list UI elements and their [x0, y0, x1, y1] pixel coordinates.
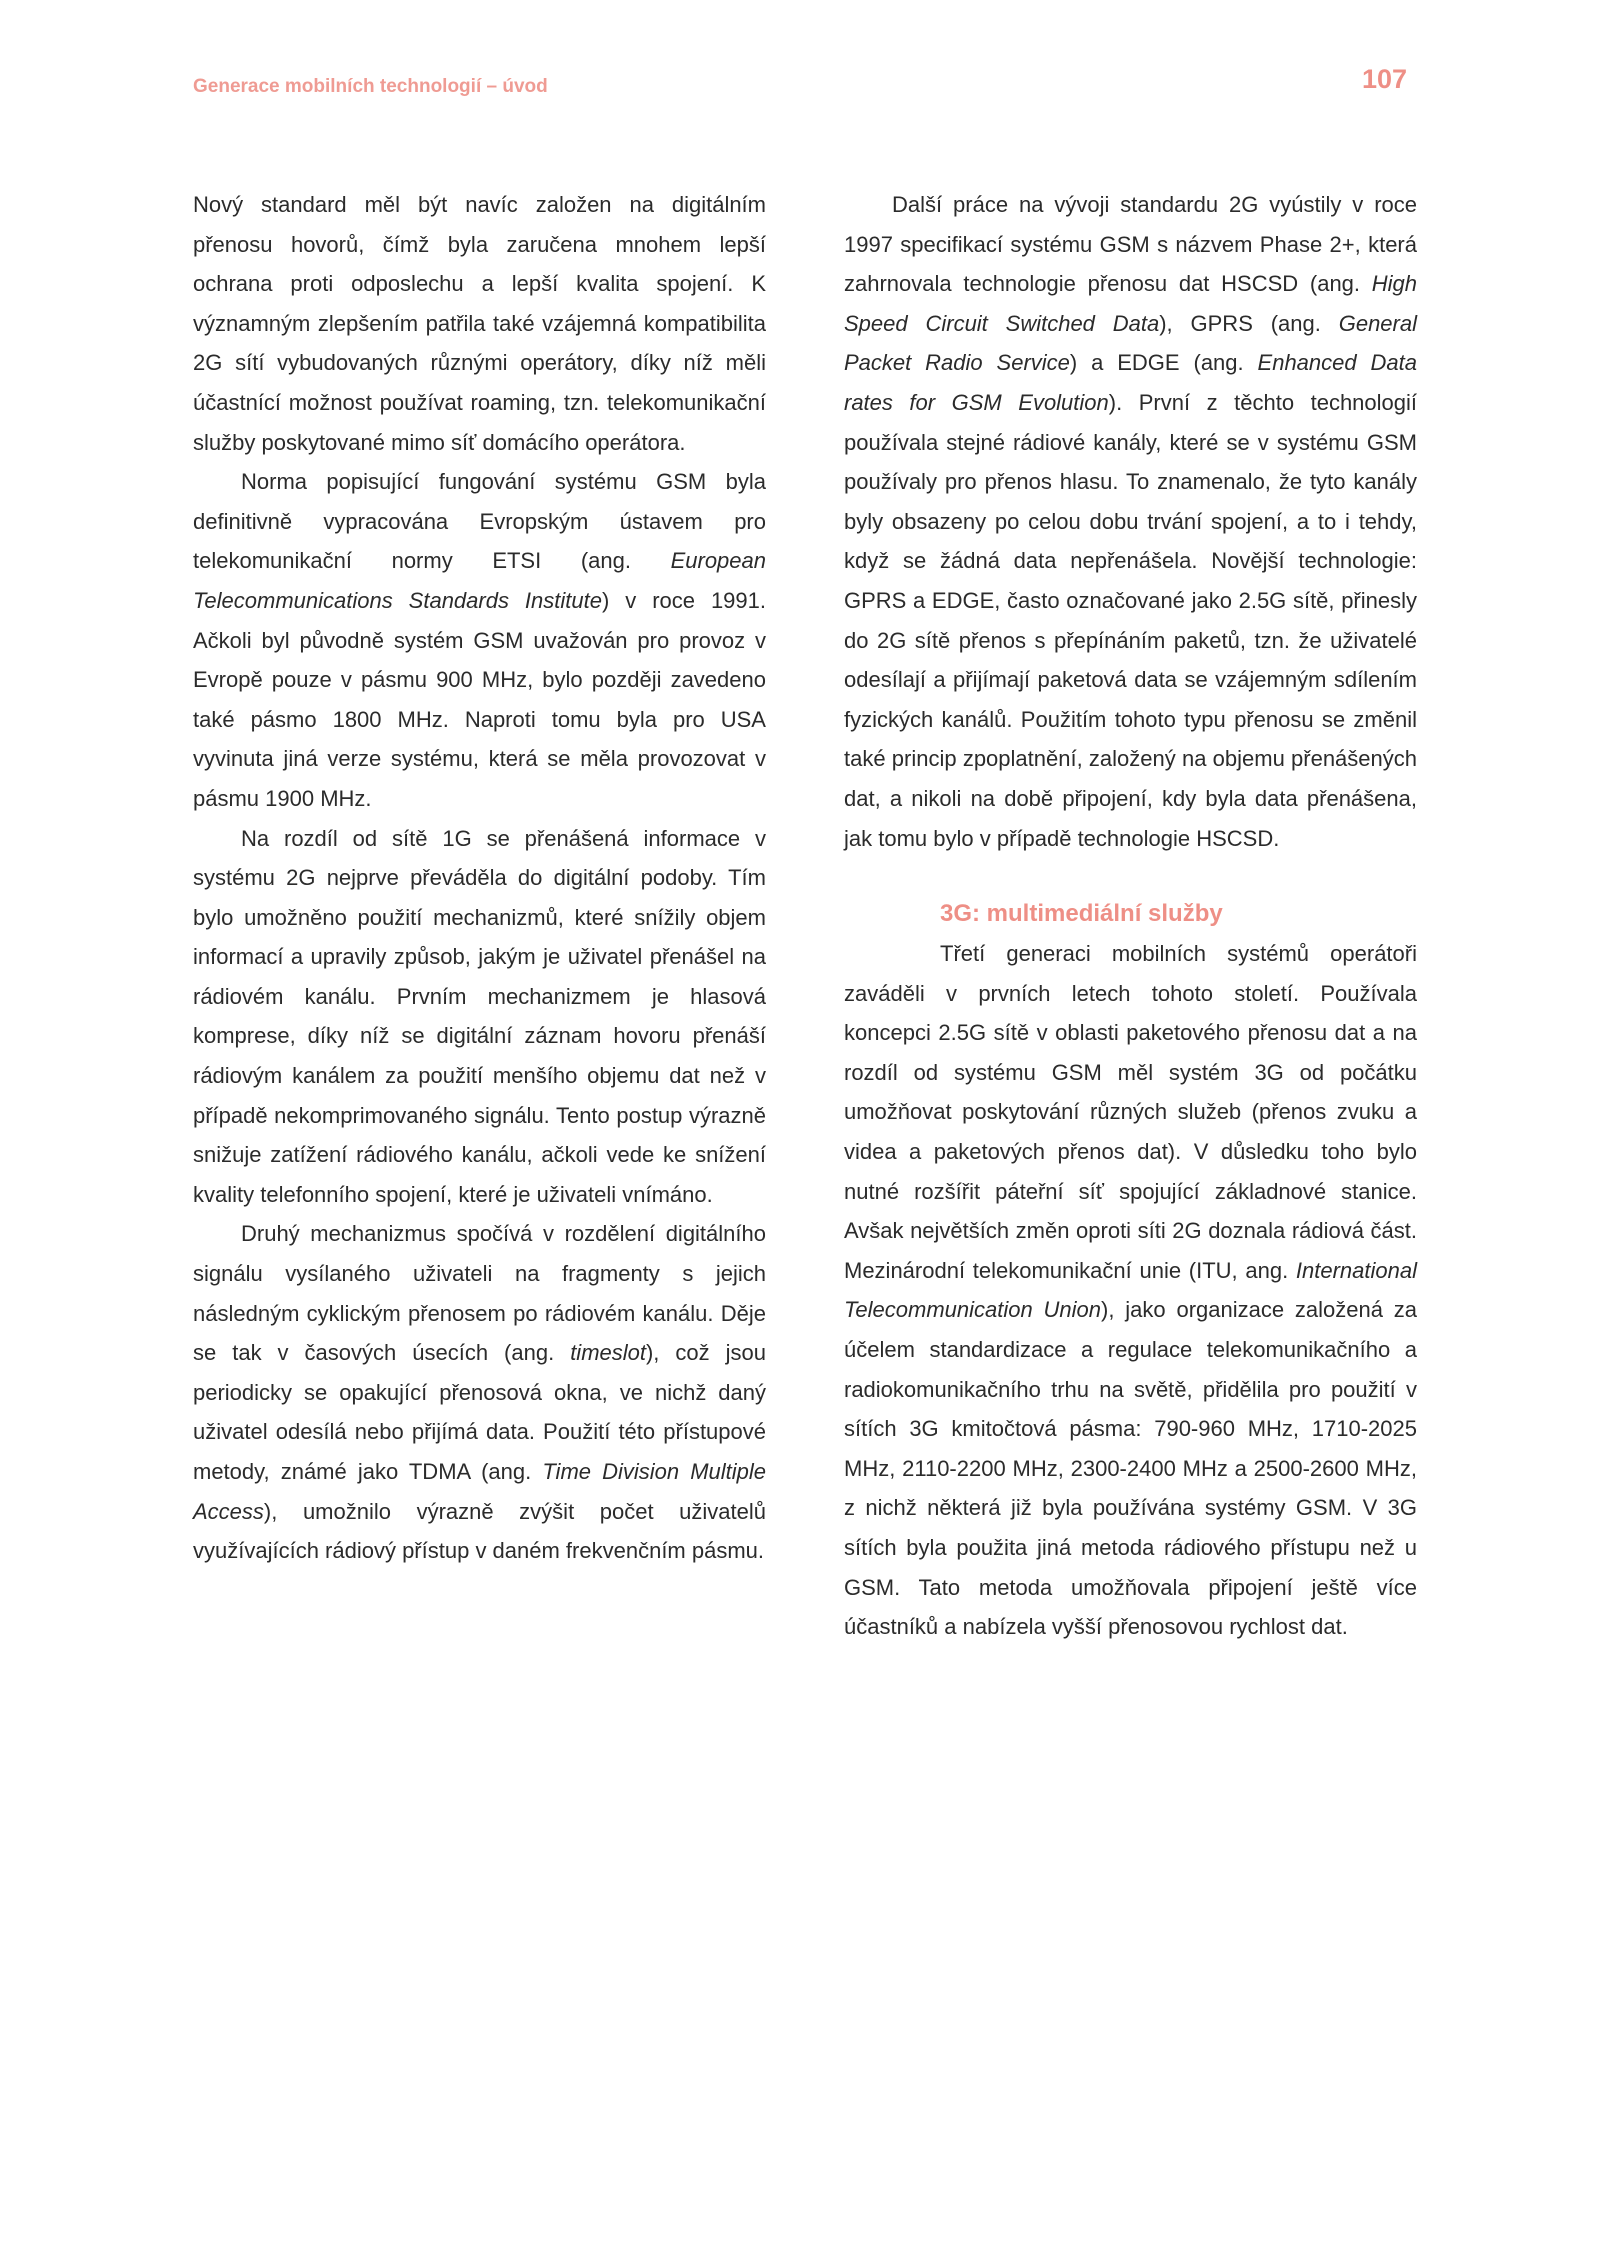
italic-term: timeslot	[570, 1340, 646, 1366]
text: ), což jsou periodicky se opakující přenosová okna, ve nichž daný uživatel odesílá nebo přijímá data. Použití této přístupové metody, známé jako TDMA (ang.	[193, 1340, 766, 1484]
text: Nový standard měl být navíc založen na digitálním přenosu hovorů, čímž byla zaručena mnohem lepší ochrana proti odposlechu a lepší kvalita spojení. K významným zlepšením patřila také vzájemná kompatibilita 2G sítí vybudovaných různými operátory, díky níž měli účastnící možnost používat roaming, tzn. telekomunikační služby poskytované mimo síť domácího operátora.	[193, 192, 766, 455]
text: ) v roce 1991. Ačkoli byl původně systém GSM uvažován pro provoz v Evropě pouze v pásmu 900 MHz, bylo později zavedeno také pásmo 1800 MHz. Naproti tomu byla pro USA vyvinuta jiná verze systému, která se měla provozovat v pásmu 1900 MHz.	[193, 587, 766, 811]
section-heading: 3G: multimediální služby	[940, 900, 1223, 928]
paragraph	[844, 934, 1417, 1647]
running-title: Generace mobilních technologií – úvod	[193, 76, 548, 97]
text: Třetí generaci mobilních systémů operátoři zaváděli v prvních letech tohoto století. Používala koncepci 2.5G sítě v oblasti paketového přenosu dat a na rozdíl od systému GSM měl systém 3G od počátku umožňovat poskytování různých služeb (přenos zvuku a videa a paketových přenos dat). V důsledku toho bylo nutné rozšířit páteřní síť spojující základnové stanice. Avšak největších změn oproti síti 2G doznala rádiová část. Mezinárodní telekomunikační unie (ITU, ang.	[844, 941, 1417, 1283]
text: ), umožnilo výrazně zvýšit počet uživatelů využívajících rádiový přístup v daném frekvenčním pásmu.	[193, 1498, 766, 1564]
page-number: 107	[1361, 64, 1407, 94]
italic-term: High Speed Circuit Switched Data	[844, 271, 1417, 336]
italic-term: General Packet Radio Service	[844, 310, 1417, 376]
paragraph	[844, 185, 1417, 858]
text: ). První z těchto technologií používala stejné rádiové kanály, které se v systému GSM používaly pro přenos hlasu. To znamenalo, že tyto kanály byly obsazeny po celou dobu trvání spojení, a to i tehdy, když se žádná data nepřenášela. Novější technologie: GPRS a EDGE, často označované jako 2.5G sítě, přinesly do 2G sítě přenos s přepínáním paketů, tzn. že uživatelé odesílají a přijímají paketová data se vzájemným sdílením fyzických kanálů. Použitím tohoto typu přenosu se změnil také princip zpoplatnění, založený na objemu přenášených dat, a nikoli na době připojení, kdy byla data přenášena, jak tomu bylo v případě technologie HSCSD.	[844, 389, 1418, 851]
paragraph	[193, 1214, 766, 1570]
text: Norma popisující fungování systému GSM byla definitivně vypracována Evropským ústavem pro telekomunikační normy ETSI (ang.	[193, 469, 766, 574]
text: ), GPRS (ang.	[1159, 310, 1339, 336]
text: Další práce na vývoji standardu 2G vyústily v roce 1997 specifikací systému GSM s názvem Phase 2+, která zahrnovala technologie přenosu dat HSCSD (ang.	[844, 192, 1417, 297]
italic-term: Enhanced Data rates for GSM Evolution	[844, 350, 1417, 415]
text: Druhý mechanizmus spočívá v rozdělení digitálního signálu vysílaného uživateli na fragmenty s jejich následným cyklickým přenosem po rádiovém kanálu. Děje se tak v časových úsecích (ang.	[193, 1221, 766, 1366]
italic-term: International Telecommunication Union	[844, 1257, 1417, 1323]
italic-term: European Telecommunications Standards Institute	[193, 548, 766, 613]
paragraph	[193, 462, 766, 818]
right-column	[844, 185, 1417, 1647]
paragraph	[193, 819, 766, 1215]
text: ) a EDGE (ang.	[1069, 350, 1258, 376]
left-column	[193, 185, 766, 1571]
page-header	[193, 64, 1407, 104]
italic-term: Time Division Multiple Access	[193, 1459, 767, 1524]
text: Na rozdíl od sítě 1G se přenášená informace v systému 2G nejprve převáděla do digitální podoby. Tím bylo umožněno použití mechanizmů, které snížily objem informací a upravily způsob, jakým je uživatel přenášel na rádiovém kanálu. Prvním mechanizmem je hlasová komprese, díky níž se digitální záznam hovoru přenáší rádiovým kanálem za použití menšího objemu dat než v případě nekomprimovaného signálu. Tento postup výrazně snižuje zatížení rádiového kanálu, ačkoli vede ke snížení kvality telefonního spojení, které je uživateli vnímáno.	[193, 825, 766, 1207]
text: ), jako organizace založená za účelem standardizace a regulace telekomunikačního a radiokomunikačního trhu na světě, přidělila pro použití v sítích 3G kmitočtová pásma: 790-960 MHz, 1710-2025 MHz, 2110-2200 MHz, 2300-2400 MHz a 2500-2600 MHz, z nichž některá již byla používána systémy GSM. V 3G sítích byla použita jiná metoda rádiového přístupu než u GSM. Tato metoda umožňovala připojení ještě více účastníků a nabízela vyšší přenosovou rychlost dat.	[844, 1297, 1418, 1640]
paragraph	[193, 185, 766, 462]
